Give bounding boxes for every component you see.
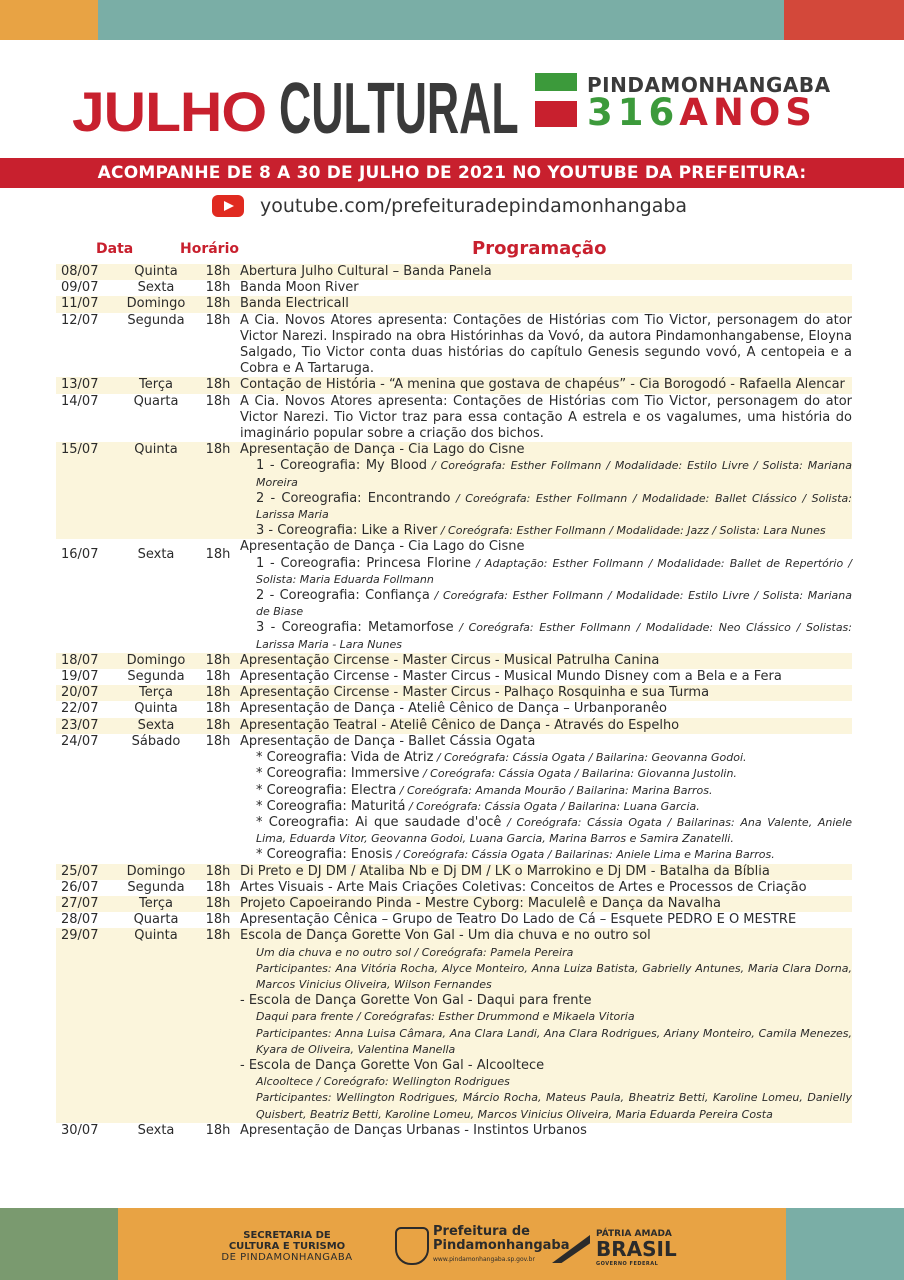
event-weekday: Sexta bbox=[137, 717, 175, 733]
event-weekday: Sábado bbox=[131, 733, 181, 749]
secretaria-line-2: CULTURA E TURISMO bbox=[228, 1241, 346, 1252]
event-program bbox=[240, 1123, 852, 1139]
secretaria-logo bbox=[212, 1230, 362, 1263]
event-program bbox=[240, 296, 852, 312]
event-hour: 18h bbox=[205, 863, 231, 879]
event-title: Apresentação de Dança - Cia Lago do Cisne bbox=[240, 539, 525, 555]
choreography-name: * Coreografia: Maturitá bbox=[256, 798, 406, 814]
brasil-flag-icon bbox=[552, 1235, 590, 1263]
event-weekday: Domingo bbox=[126, 296, 186, 312]
event-program bbox=[240, 264, 852, 280]
choreography-name: * Coreografia: Electra bbox=[256, 782, 397, 798]
event-title: Di Preto e DJ DM / Ataliba Nb e Dj DM / LK o Marrokino e Dj DM - Batalha da Bíblia bbox=[240, 863, 770, 879]
event-weekday: Domingo bbox=[126, 863, 186, 879]
choreography-name: 2 - Coreografia: Encontrando bbox=[256, 490, 451, 506]
group-participants: Participantes: Ana Vitória Rocha, Alyce Monteiro, Anna Luiza Batista, Gabrielly Antunes, Maria Clara Dorna, Marcos Vinicius Oliveira, Wilson Fernandes bbox=[256, 961, 852, 991]
schedule-row bbox=[56, 701, 852, 717]
event-program bbox=[240, 685, 852, 701]
event-weekday: Sexta bbox=[137, 547, 175, 563]
event-hour: 18h bbox=[205, 717, 231, 733]
choreography-item bbox=[240, 458, 852, 490]
schedule-row bbox=[56, 394, 852, 443]
event-hour: 18h bbox=[205, 669, 231, 685]
schedule-row bbox=[56, 296, 852, 312]
choreography-item bbox=[240, 815, 852, 847]
event-date: 09/07 bbox=[61, 280, 99, 296]
event-hour: 18h bbox=[205, 895, 231, 911]
event-hour: 18h bbox=[205, 928, 231, 944]
schedule-row bbox=[56, 313, 852, 378]
event-title: Apresentação de Danças Urbanas - Instintos Urbanos bbox=[240, 1122, 587, 1138]
choreography-name: * Coreografia: Ai que saudade d'ocê bbox=[256, 814, 502, 830]
choreography-item bbox=[240, 491, 852, 523]
choreography-item bbox=[240, 620, 852, 652]
event-weekday: Sexta bbox=[137, 280, 175, 296]
event-weekday: Quinta bbox=[134, 701, 178, 717]
event-weekday: Sexta bbox=[137, 1122, 175, 1138]
choreography-credits: / Coreógrafa: Cássia Ogata / Bailarinas: Ana Valente, Aniele Lima, Eduarda Vitor, Geovanna Godoi, Luana Garcia, Marina Barros e Samira Zanatelli. bbox=[256, 815, 852, 846]
column-header-date: Data bbox=[96, 241, 134, 257]
schedule-table bbox=[56, 264, 852, 1139]
choreography-name: * Coreografia: Enosis bbox=[256, 847, 393, 863]
event-title: Apresentação Circense - Master Circus - Musical Mundo Disney com a Bela e a Fera bbox=[240, 669, 782, 685]
announcement-banner: ACOMPANHE DE 8 A 30 DE JULHO DE 2021 NO YOUTUBE DA PREFEITURA: bbox=[0, 158, 904, 188]
event-date: 26/07 bbox=[61, 879, 99, 895]
event-program bbox=[240, 928, 852, 1122]
choreography-name: * Coreografia: Immersive bbox=[256, 766, 420, 782]
event-title: Banda Moon River bbox=[240, 280, 359, 296]
event-date: 23/07 bbox=[61, 717, 99, 733]
event-title: Apresentação Teatral - Ateliê Cênico de Dança - Através do Espelho bbox=[240, 717, 680, 733]
prefeitura-line-2: Pindamonhangaba bbox=[433, 1238, 570, 1253]
event-hour: 18h bbox=[205, 547, 231, 563]
event-date: 29/07 bbox=[61, 928, 99, 944]
city-crest-icon bbox=[395, 1227, 429, 1265]
youtube-url[interactable]: youtube.com/prefeituradepindamonhangaba bbox=[260, 195, 688, 217]
column-header-hour: Horário bbox=[180, 241, 240, 257]
event-title: Artes Visuais - Arte Mais Criações Coletivas: Conceitos de Artes e Processos de Criação bbox=[240, 879, 807, 895]
choreography-item bbox=[240, 523, 852, 539]
choreography-name: 1 - Coreografia: Princesa Florine bbox=[256, 555, 471, 571]
event-date: 19/07 bbox=[61, 669, 99, 685]
anniversary-number: 316 bbox=[587, 91, 680, 134]
event-weekday: Terça bbox=[139, 895, 173, 911]
choreography-name: 1 - Coreografia: My Blood bbox=[256, 458, 428, 474]
event-weekday: Terça bbox=[139, 685, 173, 701]
column-header-program: Programação bbox=[472, 238, 607, 259]
event-title: A Cia. Novos Atores apresenta: Contações de Histórias com Tio Victor, personagem do ator Victor Narezi. Tio Victor traz para essa contação A estrela e os vagalumes, uma história do imaginário popular sobre a criação dos bichos. bbox=[240, 393, 852, 442]
schedule-row bbox=[56, 912, 852, 928]
city-name: PINDAMONHANGABA bbox=[587, 73, 831, 97]
event-program bbox=[240, 880, 852, 896]
schedule-row bbox=[56, 1123, 852, 1139]
event-weekday: Domingo bbox=[126, 652, 186, 668]
event-title: Contação de História - “A menina que gostava de chapéus” - Cia Borogodó - Rafaella Alencar bbox=[240, 377, 845, 393]
group-title: - Escola de Dança Gorette Von Gal - Alcooltece bbox=[240, 1057, 545, 1073]
event-date: 12/07 bbox=[61, 312, 99, 328]
event-weekday: Quinta bbox=[134, 442, 178, 458]
event-title: Projeto Capoeirando Pinda - Mestre Cyborg: Maculelê e Dança da Navalha bbox=[240, 895, 721, 911]
pindamonhangaba-316-logo bbox=[535, 73, 845, 133]
youtube-link[interactable] bbox=[212, 193, 687, 219]
event-date: 16/07 bbox=[61, 547, 99, 563]
event-program bbox=[240, 701, 852, 717]
event-date: 30/07 bbox=[61, 1122, 99, 1138]
event-weekday: Quinta bbox=[134, 928, 178, 944]
event-title: Apresentação de Dança - Cia Lago do Cisne bbox=[240, 442, 525, 458]
schedule-row bbox=[56, 377, 852, 393]
choreography-name: * Coreografia: Vida de Atriz bbox=[256, 750, 434, 766]
event-date: 24/07 bbox=[61, 733, 99, 749]
event-program bbox=[240, 313, 852, 378]
schedule-row bbox=[56, 928, 852, 1122]
schedule-row bbox=[56, 864, 852, 880]
event-hour: 18h bbox=[205, 264, 231, 279]
event-date: 11/07 bbox=[61, 296, 99, 312]
schedule-row bbox=[56, 669, 852, 685]
event-hour: 18h bbox=[205, 312, 231, 328]
event-hour: 18h bbox=[205, 879, 231, 895]
event-program bbox=[240, 394, 852, 443]
event-program bbox=[240, 864, 852, 880]
youtube-play-icon bbox=[212, 195, 244, 217]
event-title: Apresentação de Dança - Ateliê Cênico de Dança – Urbanporanêo bbox=[240, 701, 667, 717]
event-date: 08/07 bbox=[61, 264, 99, 279]
event-title: Apresentação Circense - Master Circus - Musical Patrulha Canina bbox=[240, 652, 660, 668]
event-weekday: Quarta bbox=[133, 912, 179, 928]
event-weekday: Segunda bbox=[127, 879, 185, 895]
event-date: 25/07 bbox=[61, 863, 99, 879]
schedule-row bbox=[56, 264, 852, 280]
event-program bbox=[240, 896, 852, 912]
event-date: 20/07 bbox=[61, 685, 99, 701]
choreography-credits: / Coreógrafa: Cássia Ogata / Bailarina: Geovanna Godoi. bbox=[433, 751, 747, 765]
event-title: A Cia. Novos Atores apresenta: Contações de Histórias com Tio Victor, personagem do ator Victor Narezi. Inspirado na obra Histórinhas da Vovó, da autora Pindamonhangabense, Eloyna Salgado, Tio Victor conta duas histórias do capítulo Genesis segundo vovó, A centopeia e a Cobra e A Tartaruga. bbox=[240, 312, 852, 377]
event-date: 15/07 bbox=[61, 442, 99, 458]
group-title: - Escola de Dança Gorette Von Gal - Daqui para frente bbox=[240, 993, 592, 1009]
event-hour: 18h bbox=[205, 685, 231, 701]
event-weekday: Terça bbox=[139, 377, 173, 393]
event-program bbox=[240, 377, 852, 393]
event-program bbox=[240, 718, 852, 734]
event-title: Abertura Julho Cultural – Banda Panela bbox=[240, 264, 492, 279]
event-hour: 18h bbox=[205, 393, 231, 409]
choreography-credits: / Coreógrafa: Cássia Ogata / Bailarinas: Aniele Lima e Marina Barros. bbox=[392, 848, 775, 862]
event-weekday: Segunda bbox=[127, 312, 185, 328]
schedule-row bbox=[56, 653, 852, 669]
event-weekday: Quinta bbox=[134, 264, 178, 279]
governo-federal-logo bbox=[552, 1229, 677, 1267]
schedule-row bbox=[56, 734, 852, 864]
logo-word-cultural: CULTURAL bbox=[278, 69, 519, 149]
schedule-row bbox=[56, 280, 852, 296]
logo-word-julho: JULHO bbox=[72, 80, 267, 143]
choreography-item bbox=[240, 766, 852, 782]
event-date: 22/07 bbox=[61, 701, 99, 717]
event-hour: 18h bbox=[205, 442, 231, 458]
schedule-row bbox=[56, 442, 852, 539]
secretaria-line-3: DE PINDAMONHANGABA bbox=[221, 1252, 353, 1263]
group-credit: Um dia chuva e no outro sol / Coreógrafa: Pamela Pereira bbox=[256, 945, 574, 959]
city-flag-icon bbox=[535, 73, 577, 129]
event-weekday: Quarta bbox=[133, 393, 179, 409]
choreography-item bbox=[240, 799, 852, 815]
event-hour: 18h bbox=[205, 912, 231, 928]
choreography-name: 3 - Coreografia: Metamorfose bbox=[256, 620, 454, 636]
prefeitura-line-1: Prefeitura de bbox=[433, 1224, 530, 1239]
event-hour: 18h bbox=[205, 652, 231, 668]
event-title: Banda Electricall bbox=[240, 296, 349, 312]
group-title: Escola de Dança Gorette Von Gal - Um dia chuva e no outro sol bbox=[240, 928, 651, 944]
choreography-name: 3 - Coreografia: Like a River bbox=[256, 523, 438, 539]
brasil-line-3: GOVERNO FEDERAL bbox=[596, 1261, 659, 1267]
group-credit: Alcooltece / Coreógrafo: Wellington Rodrigues bbox=[256, 1075, 510, 1089]
event-date: 27/07 bbox=[61, 895, 99, 911]
brasil-line-2: BRASIL bbox=[596, 1237, 677, 1261]
group-credit: Daqui para frente / Coreógrafas: Esther Drummond e Mikaela Vitoria bbox=[256, 1010, 635, 1024]
schedule-row bbox=[56, 896, 852, 912]
schedule-row bbox=[56, 539, 852, 652]
choreography-credits: / Adaptação: Esther Follmann / Modalidade: Ballet de Repertório / Solista: Maria Eduarda Follmann bbox=[256, 556, 853, 586]
event-title: Apresentação de Dança - Ballet Cássia Ogata bbox=[240, 733, 536, 749]
choreography-name: 2 - Coreografia: Confiança bbox=[256, 588, 430, 604]
choreography-item bbox=[240, 783, 852, 799]
event-program bbox=[240, 734, 852, 864]
schedule-row bbox=[56, 685, 852, 701]
schedule-row bbox=[56, 718, 852, 734]
choreography-credits: / Coreógrafa: Cássia Ogata / Bailarina: Giovanna Justolin. bbox=[419, 767, 737, 781]
event-date: 18/07 bbox=[61, 652, 99, 668]
anniversary-word: ANOS bbox=[679, 91, 817, 134]
event-program bbox=[240, 669, 852, 685]
choreography-credits: / Coreógrafa: Amanda Mourão / Bailarina: Marina Barros. bbox=[396, 783, 713, 797]
anniversary bbox=[587, 93, 817, 133]
choreography-item bbox=[240, 588, 852, 620]
prefeitura-logo bbox=[395, 1226, 570, 1266]
group-participants: Participantes: Anna Luisa Câmara, Ana Clara Landi, Ana Clara Rodrigues, Ariany Monteiro, Camila Menezes, Kyara de Oliveira, Valentina Manella bbox=[256, 1026, 852, 1056]
event-program bbox=[240, 280, 852, 296]
event-date: 13/07 bbox=[61, 377, 99, 393]
event-program bbox=[240, 539, 852, 652]
group-participants: Participantes: Wellington Rodrigues, Márcio Rocha, Mateus Paula, Bheatriz Betti, Karoline Lomeu, Danielly Quisbert, Beatriz Betti, Karoline Lomeu, Marcos Vinicius Oliveira, Maria Eduarda Pereira Costa bbox=[256, 1091, 852, 1121]
top-color-bar bbox=[0, 0, 904, 40]
event-date: 28/07 bbox=[61, 912, 99, 928]
secretaria-line-1: SECRETARIA DE bbox=[243, 1230, 331, 1241]
event-hour: 18h bbox=[205, 377, 231, 393]
event-program bbox=[240, 442, 852, 539]
choreography-credits: / Coreógrafa: Esther Follmann / Modalidade: Neo Clássico / Solistas: Larissa Maria - Lara Nunes bbox=[256, 621, 852, 651]
choreography-credits: / Coreógrafa: Esther Follmann / Modalidade: Estilo Livre / Solista: Mariana Moreira bbox=[256, 459, 852, 489]
choreography-credits: / Coreógrafa: Esther Follmann / Modalidade: Jazz / Solista: Lara Nunes bbox=[437, 524, 826, 538]
event-weekday: Segunda bbox=[127, 669, 185, 685]
event-date: 14/07 bbox=[61, 393, 99, 409]
choreography-credits: / Coreógrafa: Esther Follmann / Modalidade: Estilo Livre / Solista: Mariana de Biase bbox=[256, 589, 852, 619]
event-program bbox=[240, 653, 852, 669]
choreography-item bbox=[240, 847, 852, 863]
brasil-line-1: PÁTRIA AMADA bbox=[596, 1229, 672, 1239]
event-hour: 18h bbox=[205, 733, 231, 749]
schedule-row bbox=[56, 880, 852, 896]
event-hour: 18h bbox=[205, 296, 231, 312]
event-program bbox=[240, 912, 852, 928]
event-hour: 18h bbox=[205, 701, 231, 717]
choreography-credits: / Coreógrafa: Esther Follmann / Modalidade: Ballet Clássico / Solista: Larissa Maria bbox=[256, 491, 852, 522]
event-title: Apresentação Circense - Master Circus - Palhaço Rosquinha e sua Turma bbox=[240, 685, 710, 701]
choreography-item bbox=[240, 556, 852, 588]
choreography-credits: / Coreógrafa: Cássia Ogata / Bailarina: Luana Garcia. bbox=[405, 799, 700, 813]
event-hour: 18h bbox=[205, 1122, 231, 1138]
prefeitura-url: www.pindamonhangaba.sp.gov.br bbox=[433, 1256, 535, 1263]
event-hour: 18h bbox=[205, 280, 231, 296]
event-title: Apresentação Cênica – Grupo de Teatro Do Lado de Cá – Esquete PEDRO E O MESTRE bbox=[240, 912, 797, 928]
choreography-item bbox=[240, 750, 852, 766]
